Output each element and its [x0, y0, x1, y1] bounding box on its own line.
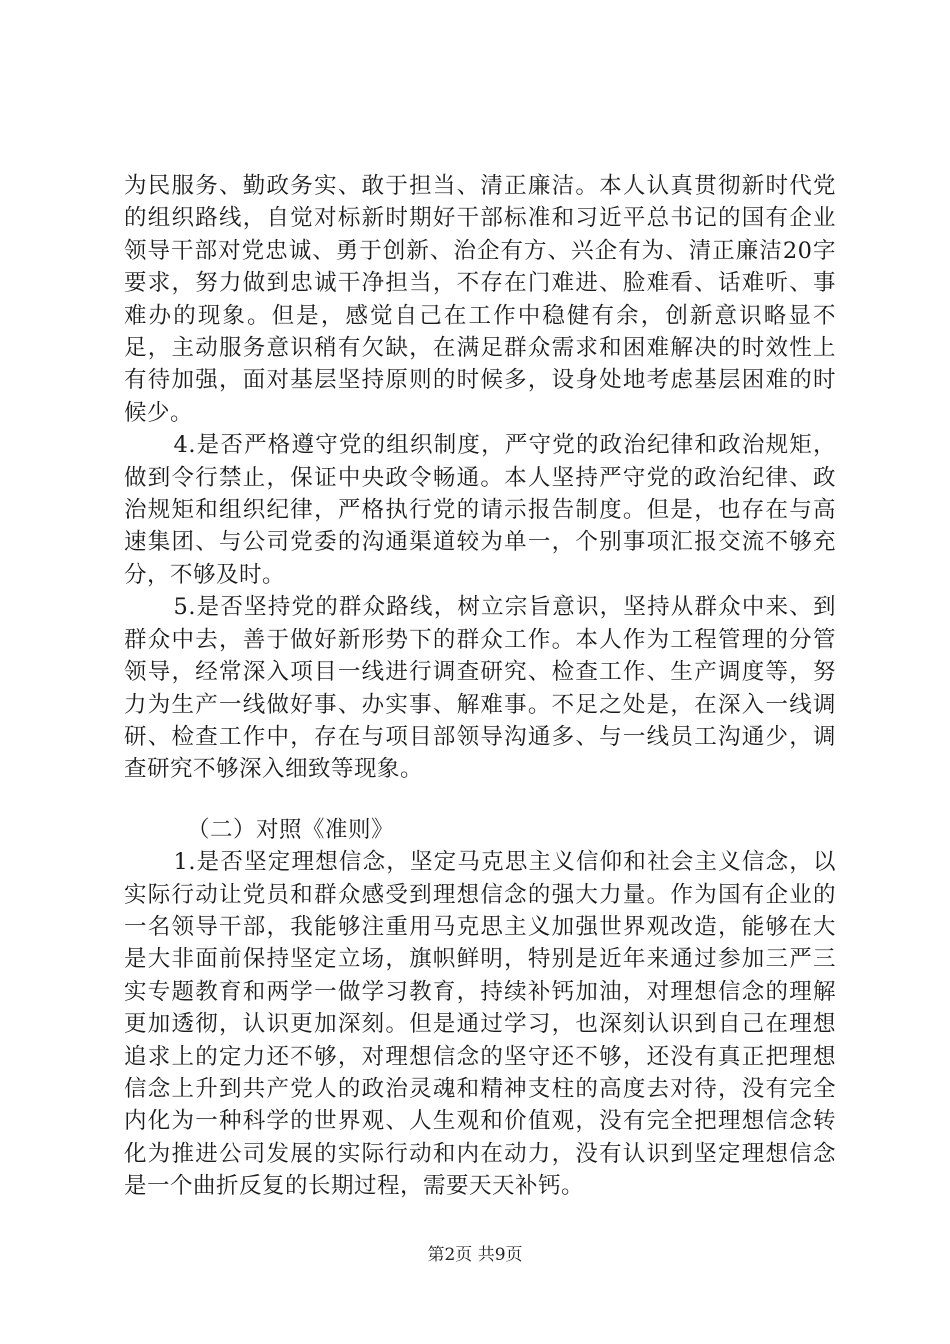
page-number-footer: 第2页 共9页	[427, 1245, 523, 1265]
paragraph-rule-1: 1.是否坚定理想信念，坚定马克思主义信仰和社会主义信念，以实际行动让党员和群众感受到理想信念的强大力量。作为国有企业的一名领导干部，我能够注重用马克思主义加强世界观改造，能够在大是大非面前保持坚定立场，旗帜鲜明，特别是近年来通过参加三严三实专题教育和两学一做学习教育，持续补钙加油，对理想信念的理解更加透彻，认识更加深刻。但是通过学习，也深刻认识到自己在理想追求上的定力还不够，对理想信念的坚守还不够，还没有真正把理想信念上升到共产党人的政治灵魂和精神支柱的高度去对待，没有完全内化为一种科学的世界观、人生观和价值观，没有完全把理想信念转化为推进公司发展的实际行动和内在动力，没有认识到坚定理想信念是一个曲折反复的长期过程，需要天天补钙。	[124, 849, 836, 1200]
paragraph-item-5: 5.是否坚持党的群众路线，树立宗旨意识，坚持从群众中来、到群众中去，善于做好新形势下的群众工作。本人作为工程管理的分管领导，经常深入项目一线进行调查研究、检查工作、生产调度等，努力为生产一线做好事、办实事、解难事。不足之处是，在深入一线调研、检查工作中，存在与项目部领导沟通多、与一线员工沟通少，调查研究不够深入细致等现象。	[124, 594, 836, 783]
section-heading: （二）对照《准则》	[187, 816, 395, 843]
paragraph-continuation: 为民服务、勤政务实、敢于担当、清正廉洁。本人认真贯彻新时代党的组织路线，自觉对标新时期好干部标准和习近平总书记的国有企业领导干部对党忠诚、勇于创新、治企有方、兴企有为、清正廉洁20字要求，努力做到忠诚干净担当，不存在门难进、脸难看、话难听、事难办的现象。但是，感觉自己在工作中稳健有余，创新意识略显不足，主动服务意识稍有欠缺，在满足群众需求和困难解决的时效性上有待加强，面对基层坚持原则的时候多，设身处地考虑基层困难的时候少。	[124, 173, 836, 426]
paragraph-item-4: 4.是否严格遵守党的组织制度，严守党的政治纪律和政治规矩，做到令行禁止，保证中央政令畅通。本人坚持严守党的政治纪律、政治规矩和组织纪律，严格执行党的请示报告制度。但是，也存在与高速集团、与公司党委的沟通渠道较为单一，个别事项汇报交流不够充分，不够及时。	[124, 432, 836, 588]
document-body	[124, 170, 836, 1203]
